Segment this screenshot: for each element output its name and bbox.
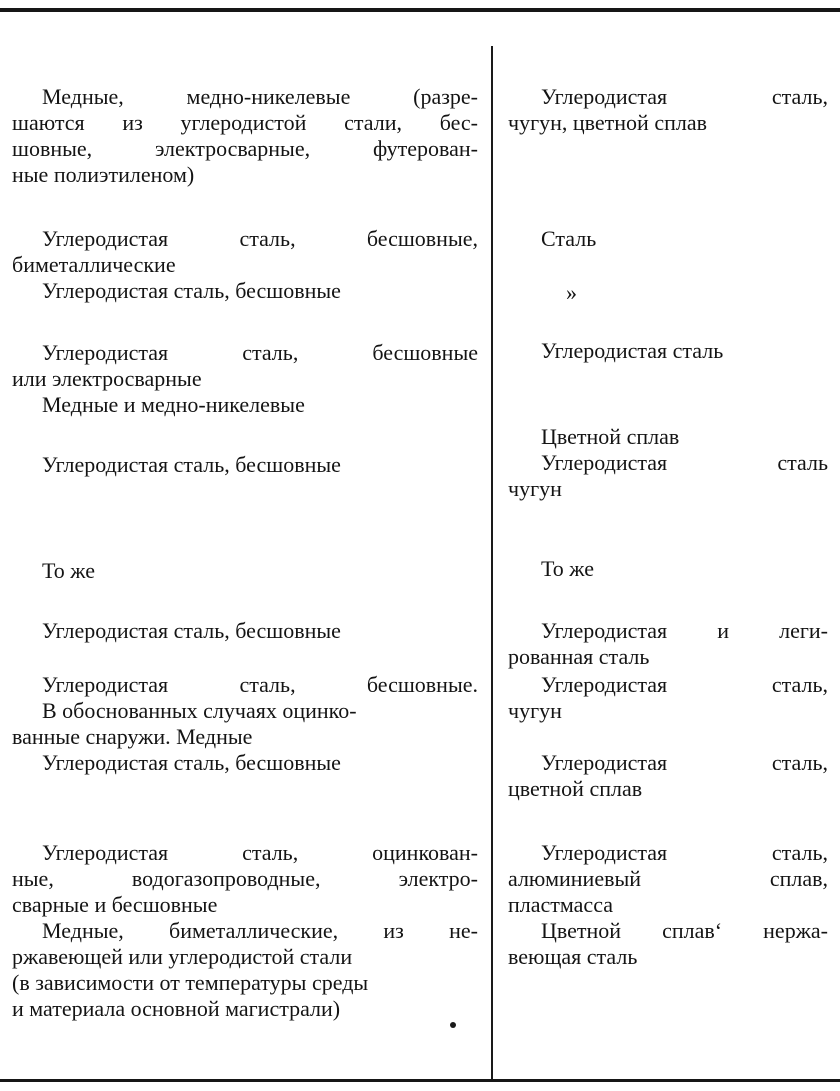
text-line: (в зависимости от температуры среды <box>12 970 369 995</box>
text-line: Цветной сплав‘ нержа- <box>541 918 828 943</box>
text-line: ные полиэтиленом) <box>12 162 195 187</box>
text-line: Углеродистая сталь, <box>541 84 828 109</box>
right-cell-steel <box>508 226 828 252</box>
text-line: ные, водогазопроводные, электро- <box>12 866 478 891</box>
text-line: рованная сталь <box>508 644 650 669</box>
left-cell-carbon-seamless-3 <box>12 618 478 644</box>
text-line: Цветной сплав <box>541 424 680 449</box>
text-line: пластмасса <box>508 892 613 917</box>
text-line: Медные, биметаллические, из не- <box>42 918 478 943</box>
left-cell-copper-nickel-2 <box>12 392 478 418</box>
right-cell-carbon-castiron <box>508 450 828 502</box>
text-line: Углеродистая сталь, <box>541 672 828 697</box>
column-divider <box>491 46 493 1079</box>
right-cell-carbon-nonferrous <box>508 750 828 802</box>
ink-dot <box>450 1022 456 1028</box>
text-line: Углеродистая сталь <box>541 338 724 363</box>
text-line: шовные, электросварные, футерован- <box>12 136 478 161</box>
text-line: ванные снаружи. Медные <box>12 724 253 749</box>
text-line: Углеродистая сталь, <box>541 750 828 775</box>
text-line: алюминиевый сплав, <box>508 866 828 891</box>
left-cell-carbon-seamless-4 <box>12 750 478 776</box>
text-line: Углеродистая и леги- <box>541 618 828 643</box>
text-line: ржавеющей или углеродистой стали <box>12 944 353 969</box>
text-line: цветной сплав <box>508 776 643 801</box>
text-line: и материала основной магистрали) <box>12 996 341 1021</box>
text-line: чугун <box>508 698 562 723</box>
left-cell-carbon-seamless-2 <box>12 452 478 478</box>
right-cell-ditto-mark <box>508 280 828 306</box>
right-cell-carbon-castiron-2 <box>508 672 828 724</box>
right-cell-nonferrous-stainless <box>508 918 828 970</box>
text-line: Медные, медно-никелевые (разре- <box>42 84 478 109</box>
right-cell-nonferrous <box>508 424 828 450</box>
text-line: Сталь <box>541 226 597 251</box>
text-line: шаются из углеродистой стали, бес- <box>12 110 478 135</box>
text-line: То же <box>541 556 594 581</box>
text-line: Углеродистая сталь <box>541 450 828 475</box>
left-cell-carbon-seamless <box>12 278 478 304</box>
text-line: Медные и медно-никелевые <box>42 392 305 417</box>
left-cell-carbon-galvanized <box>12 672 478 750</box>
text-line: веющая сталь <box>508 944 638 969</box>
left-cell-carbon-bimetal <box>12 226 478 278</box>
top-rule <box>0 8 840 12</box>
text-line: или электросварные <box>12 366 202 391</box>
text-line: чугун <box>508 476 562 501</box>
text-line: Углеродистая сталь, <box>541 840 828 865</box>
left-cell-carbon-water-gas <box>12 840 478 918</box>
text-line: Углеродистая сталь, бесшовные <box>42 618 341 643</box>
right-cell-carbon-castiron-alloy <box>508 84 828 136</box>
text-line: Углеродистая сталь, бесшовные <box>42 452 341 477</box>
text-line: сварные и бесшовные <box>12 892 218 917</box>
left-cell-copper-nickel <box>12 84 478 188</box>
ditto-mark: » <box>566 280 577 305</box>
text-line: В обоснованных случаях оцинко- <box>42 698 357 723</box>
text-line: Углеродистая сталь, бесшовные. <box>42 672 478 697</box>
left-cell-same <box>12 558 478 584</box>
text-line: То же <box>42 558 95 583</box>
right-cell-carbon-alloyed <box>508 618 828 670</box>
text-line: Углеродистая сталь, бесшовные <box>42 278 341 303</box>
text-line: чугун, цветной сплав <box>508 110 707 135</box>
bottom-rule <box>0 1079 840 1082</box>
right-cell-carbon-steel <box>508 338 828 364</box>
right-cell-same <box>508 556 828 582</box>
text-line: биметаллические <box>12 252 176 277</box>
right-cell-carbon-aluminum-plastic <box>508 840 828 918</box>
text-line: Углеродистая сталь, бесшовные <box>42 750 341 775</box>
text-line: Углеродистая сталь, бесшовные <box>42 340 478 365</box>
text-line: Углеродистая сталь, бесшовные, <box>42 226 478 251</box>
left-cell-carbon-seamless-or-welded <box>12 340 478 392</box>
left-cell-copper-bimetal-stainless <box>12 918 478 1022</box>
text-line: Углеродистая сталь, оцинкован- <box>42 840 478 865</box>
